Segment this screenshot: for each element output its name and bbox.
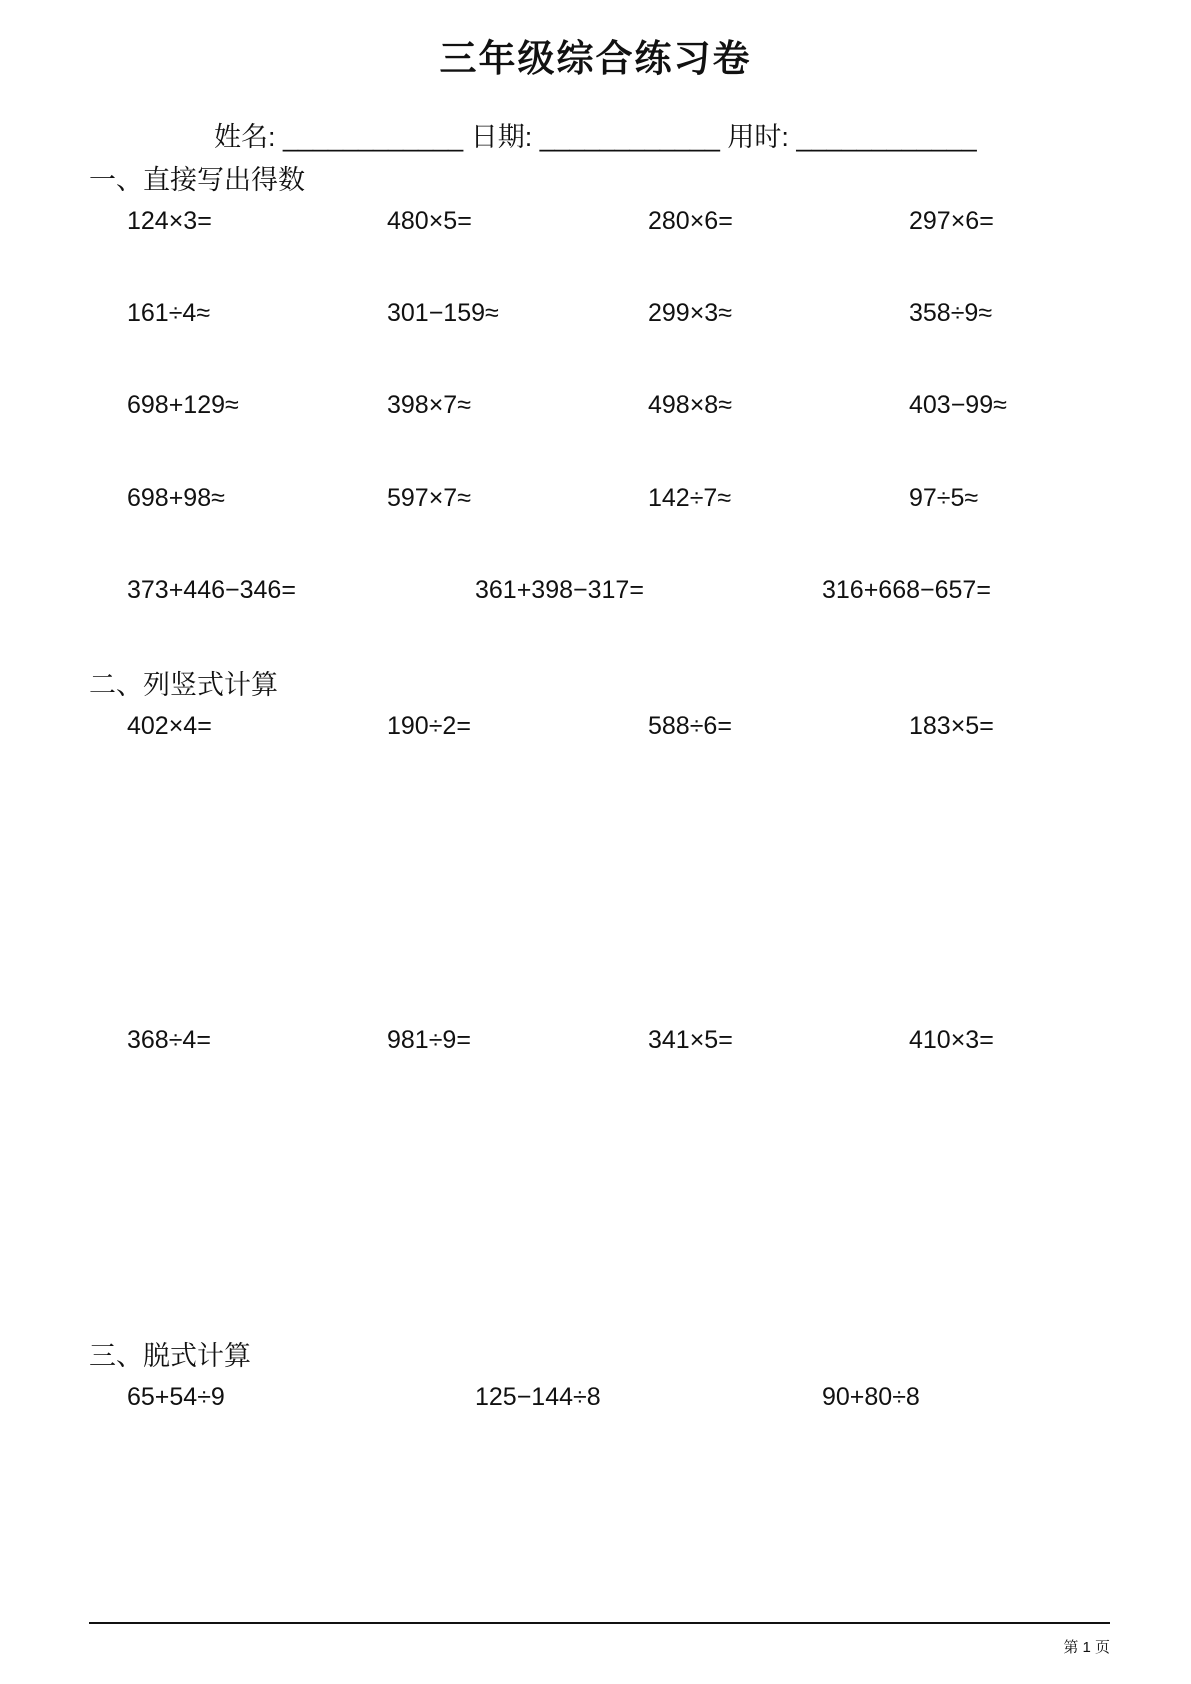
problem-item: 97÷5≈ (909, 484, 979, 512)
section-heading-2: 二、列竖式计算 (89, 670, 278, 700)
problem-item: 161÷4≈ (127, 299, 211, 327)
problem-item: 316+668−657= (822, 576, 991, 604)
problem-item: 480×5= (387, 207, 472, 235)
section-heading-3: 三、脱式计算 (89, 1341, 251, 1371)
problem-item: 142÷7≈ (648, 484, 732, 512)
problem-item: 981÷9= (387, 1026, 471, 1054)
problem-item: 183×5= (909, 712, 994, 740)
problem-item: 301−159≈ (387, 299, 499, 327)
page-number: 第 1 页 (1063, 1639, 1110, 1656)
problem-item: 358÷9≈ (909, 299, 993, 327)
section-heading-1: 一、直接写出得数 (89, 165, 305, 195)
problem-item: 410×3= (909, 1026, 994, 1054)
problem-item: 361+398−317= (475, 576, 644, 604)
problem-item: 402×4= (127, 712, 212, 740)
problem-item: 341×5= (648, 1026, 733, 1054)
problem-item: 403−99≈ (909, 391, 1007, 419)
footer-divider (89, 1622, 1110, 1624)
problem-item: 190÷2= (387, 712, 471, 740)
problem-item: 588÷6= (648, 712, 732, 740)
problem-item: 368÷4= (127, 1026, 211, 1054)
problem-item: 398×7≈ (387, 391, 471, 419)
problem-item: 124×3= (127, 207, 212, 235)
student-info-line: 姓名: ____________ 日期: ____________ 用时: ____________ (214, 122, 977, 152)
problem-item: 65+54÷9 (127, 1383, 225, 1411)
page-title: 三年级综合练习卷 (439, 38, 752, 79)
problem-item: 498×8≈ (648, 391, 732, 419)
problem-item: 698+98≈ (127, 484, 225, 512)
problem-item: 297×6= (909, 207, 994, 235)
problem-item: 299×3≈ (648, 299, 732, 327)
problem-item: 698+129≈ (127, 391, 239, 419)
problem-item: 125−144÷8 (475, 1383, 601, 1411)
problem-item: 280×6= (648, 207, 733, 235)
problem-item: 597×7≈ (387, 484, 471, 512)
problem-item: 90+80÷8 (822, 1383, 920, 1411)
problem-item: 373+446−346= (127, 576, 296, 604)
